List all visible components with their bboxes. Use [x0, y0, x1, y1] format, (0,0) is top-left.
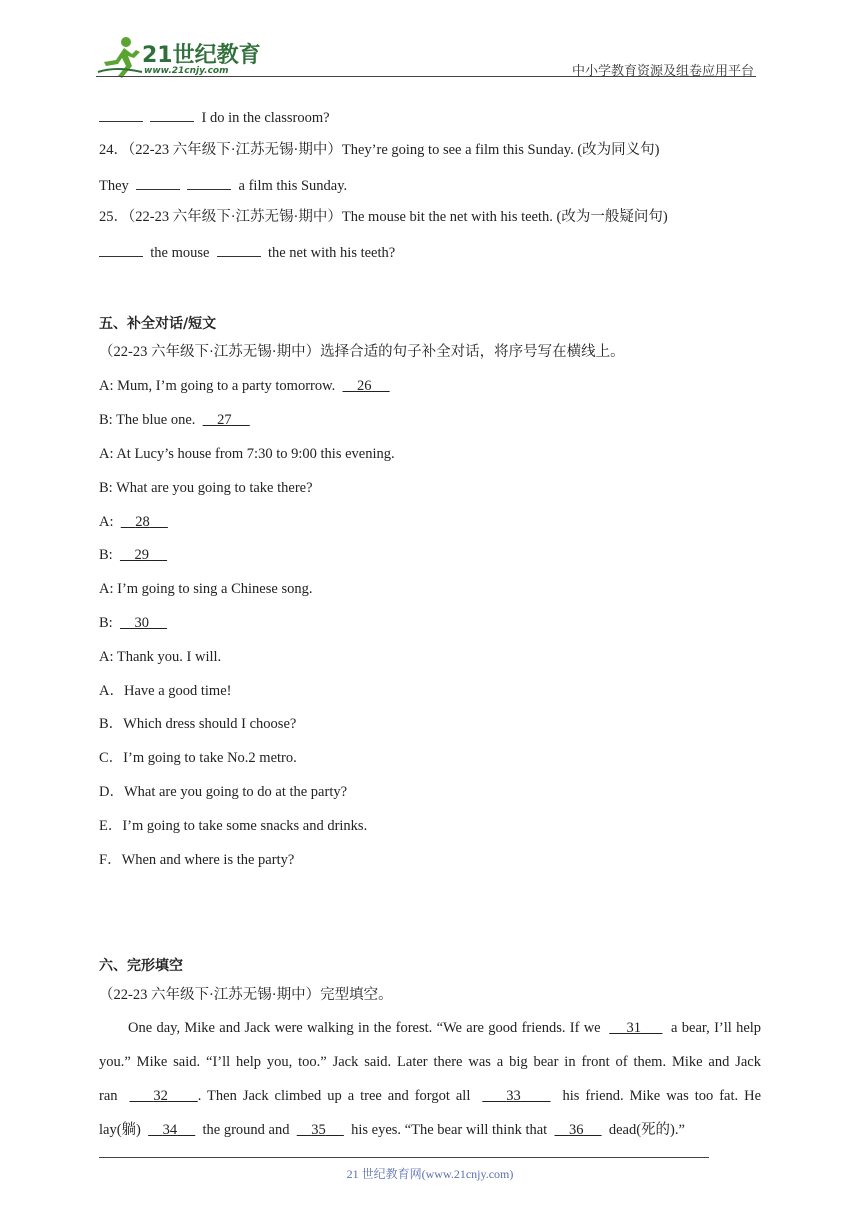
option-e: E．I’m going to take some snacks and drinks.: [99, 818, 368, 834]
blank: [99, 242, 143, 257]
cloze-blank-35: [297, 1122, 344, 1138]
answer-blank-30: [120, 615, 167, 631]
cloze-blank-34: [148, 1122, 195, 1138]
dialogue-text: B:: [99, 547, 113, 563]
blank-number: 30: [134, 615, 149, 631]
answer-blank-29: [120, 547, 167, 563]
q25-text: The mouse bit the net with his teeth. (改为一般疑问句): [341, 209, 668, 225]
option-b: B．Which dress should I choose?: [99, 716, 297, 732]
cloze-blank-36: [554, 1122, 601, 1138]
section5-title: 五、补全对话/短文: [99, 316, 217, 332]
dialogue-line: [99, 614, 167, 632]
q24-text: They’re going to see a film this Sunday. (改为同义句): [341, 142, 660, 158]
dialogue-line: A: Thank you. I will.: [99, 649, 222, 665]
cloze-text: a bear, I’ll help you.” Mike said. “I’ll help you, too.” Jack said. Later there was a big bear in front of them. Mike and Jack ran: [99, 1020, 762, 1104]
header-divider: [96, 76, 756, 77]
blank-number: 27: [217, 412, 232, 428]
cloze-blank-32: [129, 1088, 197, 1104]
blank: [99, 107, 143, 122]
dialogue-line: [99, 377, 390, 395]
q24-question: [99, 141, 659, 159]
option-d: D．What are you going to do at the party?: [99, 784, 348, 800]
cloze-blank-31: [609, 1020, 662, 1036]
section6-source: （22-23 六年级下·江苏无锡·期中）完型填空。: [99, 987, 393, 1003]
answer-blank-27: [203, 412, 250, 428]
cloze-text: . Then Jack climbed up a tree and forgot all: [197, 1088, 471, 1104]
section5-source: （22-23 六年级下·江苏无锡·期中）选择合适的句子补全对话，将序号写在横线上。: [99, 344, 625, 360]
option-a: A．Have a good time!: [99, 683, 232, 699]
blank-number: 29: [134, 547, 149, 563]
dialogue-line: B: What are you going to take there?: [99, 480, 313, 496]
blank: [150, 107, 194, 122]
section6-title: 六、完形填空: [99, 958, 183, 974]
dialogue-line: [99, 546, 167, 564]
site-logo: [96, 36, 286, 80]
cloze-text: dead(死的).”: [608, 1122, 685, 1138]
cloze-text: the ground and: [202, 1122, 290, 1138]
blank-number: 35: [311, 1122, 326, 1138]
blank-number: 33: [506, 1088, 521, 1104]
q24-answer-suffix: a film this Sunday.: [238, 178, 348, 194]
q24-answer-line: [99, 175, 347, 195]
dialogue-text: B:: [99, 615, 113, 631]
footer-text[interactable]: 21 世纪教育网(www.21cnjy.com): [346, 1167, 514, 1181]
cloze-text: One day, Mike and Jack were walking in the forest. “We are good friends. If we: [128, 1020, 601, 1036]
blank-number: 31: [626, 1020, 641, 1036]
option-c: C．I’m going to take No.2 metro.: [99, 750, 297, 766]
q25-answer-line: [99, 242, 395, 262]
blank-number: 28: [135, 514, 150, 530]
q23-text: I do in the classroom?: [201, 110, 330, 126]
cloze-text: his friend. Mike was too fat. He lay(躺): [99, 1088, 762, 1138]
cloze-blank-33: [482, 1088, 550, 1104]
dialogue-text: A: Mum, I’m going to a party tomorrow.: [99, 378, 336, 394]
runner-logo-icon: [96, 36, 144, 80]
q25-question: [99, 208, 668, 226]
dialogue-text: B: The blue one.: [99, 412, 196, 428]
header-platform-text: 中小学教育资源及组卷应用平台: [571, 64, 754, 79]
q24-answer-prefix: They: [99, 178, 129, 194]
q24-number: 24．: [99, 142, 128, 158]
q25-number: 25．: [99, 209, 128, 225]
blank-number: 36: [568, 1122, 584, 1138]
cloze-text: his eyes. “The bear will think that: [351, 1122, 548, 1138]
answer-blank-28: [121, 514, 168, 530]
blank-number: 34: [162, 1122, 178, 1138]
q25-answer-mid: the mouse: [150, 245, 210, 261]
logo-url: www.21cnjy.com: [144, 66, 229, 76]
blank: [187, 175, 231, 190]
blank: [217, 242, 261, 257]
blank: [136, 175, 180, 190]
blank-number: 32: [153, 1088, 168, 1104]
answer-blank-26: [343, 378, 390, 394]
dialogue-line: [99, 411, 250, 429]
q24-source: （22-23 六年级下·江苏无锡·期中）: [128, 142, 342, 158]
dialogue-line: [99, 513, 168, 531]
logo-text: 21世纪教育: [142, 43, 261, 68]
dialogue-line: A: I’m going to sing a Chinese song.: [99, 581, 313, 597]
page-header: [96, 30, 756, 78]
option-f: F．When and where is the party?: [99, 852, 295, 868]
q25-answer-suffix: the net with his teeth?: [267, 245, 396, 261]
dialogue-text: A:: [99, 514, 114, 530]
q25-source: （22-23 六年级下·江苏无锡·期中）: [128, 209, 342, 225]
footer-divider: [99, 1157, 709, 1158]
cloze-passage: [99, 1011, 761, 1147]
dialogue-line: A: At Lucy’s house from 7:30 to 9:00 this evening.: [99, 446, 395, 462]
blank-number: 26: [357, 378, 372, 394]
q23-answer-line: [99, 107, 330, 127]
